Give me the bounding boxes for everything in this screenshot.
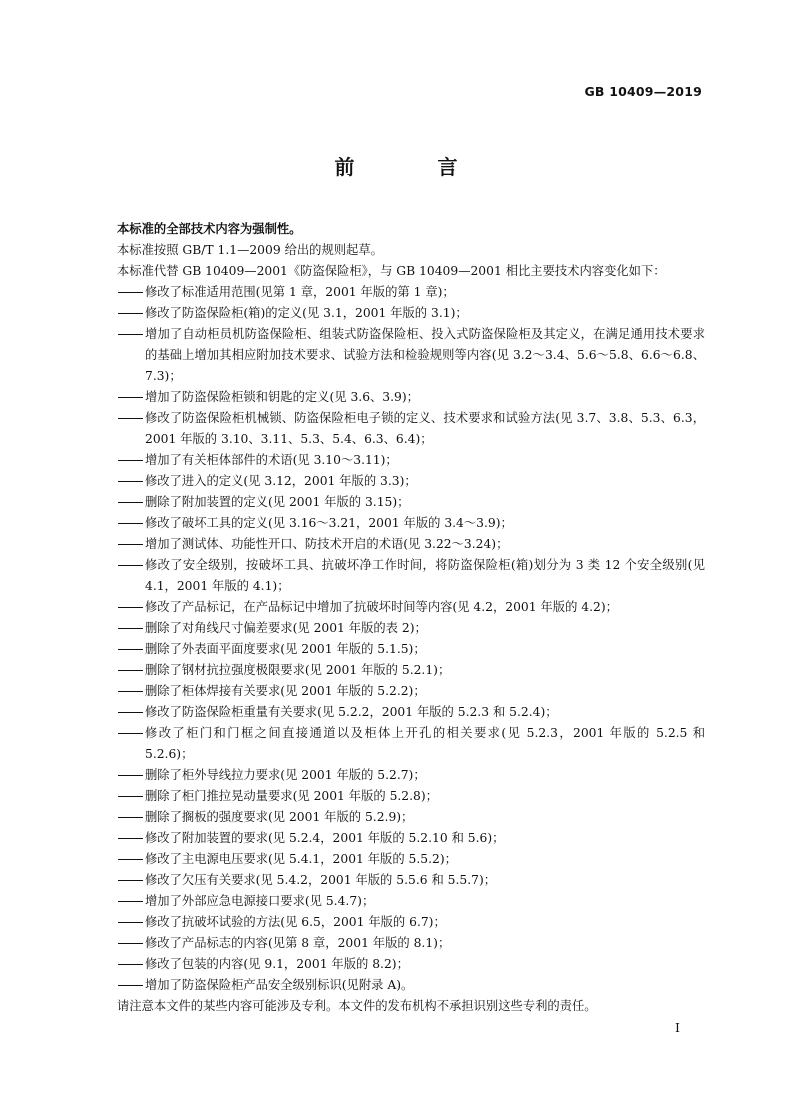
em-dash-marker (117, 765, 145, 786)
em-dash-marker (117, 681, 145, 702)
page-number: I (675, 1020, 680, 1035)
em-dash-marker (117, 849, 145, 870)
change-item-text: 修改了包装的内容(见 9.1，2001 年版的 8.2)； (145, 957, 409, 971)
em-dash-marker (117, 975, 145, 996)
em-dash-marker (117, 324, 145, 345)
change-item-text: 删除了柜体焊接有关要求(见 2001 年版的 5.2.2)； (145, 684, 426, 698)
change-item-text: 修改了安全级别，按破坏工具、抗破坏净工作时间，将防盗保险柜(箱)划分为 3 类 12 个安全级别(见 4.1，2001 年版的 4.1)； (145, 558, 705, 593)
change-item-text: 删除了柜门推拉晃动量要求(见 2001 年版的 5.2.8)； (145, 789, 438, 803)
change-item (117, 702, 705, 723)
change-item-text: 修改了进入的定义(见 3.12，2001 年版的 3.3)； (145, 474, 417, 488)
change-item (117, 660, 705, 681)
change-item-text: 修改了防盗保险柜重量有关要求(见 5.2.2，2001 年版的 5.2.3 和 5.2.4)； (145, 705, 558, 719)
change-item-text: 修改了柜门和门框之间直接通道以及柜体上开孔的相关要求(见 5.2.3，2001 年版的 5.2.5 和 5.2.6)； (145, 726, 705, 761)
change-item (117, 849, 705, 870)
change-item (117, 891, 705, 912)
em-dash-marker (117, 492, 145, 513)
change-item-text: 修改了抗破坏试验的方法(见 6.5，2001 年版的 6.7)； (145, 915, 446, 929)
change-item-text: 增加了有关柜体部件的术语(见 3.10～3.11)； (145, 453, 398, 467)
em-dash-marker (117, 891, 145, 912)
em-dash-marker (117, 933, 145, 954)
change-item (117, 765, 705, 786)
em-dash-marker (117, 555, 145, 576)
change-item-text: 删除了搁板的强度要求(见 2001 年版的 5.2.9)； (145, 810, 414, 824)
change-item (117, 723, 705, 765)
change-item (117, 513, 705, 534)
em-dash-marker (117, 639, 145, 660)
change-item-text: 修改了防盗保险柜(箱)的定义(见 3.1，2001 年版的 3.1)； (145, 306, 468, 320)
change-item-text: 删除了钢材抗拉强度极限要求(见 2001 年版的 5.2.1)； (145, 663, 451, 677)
change-item (117, 828, 705, 849)
change-item-text: 修改了标准适用范围(见第 1 章，2001 年版的第 1 章)； (145, 285, 455, 299)
change-item-text: 修改了附加装置的要求(见 5.2.4，2001 年版的 5.2.10 和 5.6)； (145, 831, 505, 845)
em-dash-marker (117, 597, 145, 618)
change-item-text: 修改了产品标志的内容(见第 8 章，2001 年版的 8.1)； (145, 936, 451, 950)
em-dash-marker (117, 450, 145, 471)
change-item (117, 618, 705, 639)
change-item (117, 492, 705, 513)
change-item (117, 303, 705, 324)
em-dash-marker (117, 513, 145, 534)
mandatory-statement: 本标准的全部技术内容为强制性。 (117, 222, 302, 236)
em-dash-marker (117, 303, 145, 324)
change-item-text: 增加了自动柜员机防盗保险柜、组装式防盗保险柜、投入式防盗保险柜及其定义，在满足通用技术要求的基础上增加其相应附加技术要求、试验方法和检验规则等内容(见 3.2～3.4、5.6～5.8、6.6～6.8、7.3)； (145, 327, 705, 383)
change-item (117, 786, 705, 807)
change-item-text: 修改了欠压有关要求(见 5.4.2，2001 年版的 5.5.6 和 5.5.7)； (145, 873, 497, 887)
change-item (117, 912, 705, 933)
change-item-text: 修改了防盗保险柜机械锁、防盗保险柜电子锁的定义、技术要求和试验方法(见 3.7、3.8、5.3、6.3，2001 年版的 3.10、3.11、5.3、5.4、6.3、6.4)； (145, 411, 705, 446)
em-dash-marker (117, 534, 145, 555)
change-item (117, 387, 705, 408)
em-dash-marker (117, 660, 145, 681)
change-item-text: 删除了外表面平面度要求(见 2001 年版的 5.1.5)； (145, 642, 426, 656)
change-item (117, 597, 705, 618)
change-item-text: 删除了对角线尺寸偏差要求(见 2001 年版的表 2)； (145, 621, 427, 635)
em-dash-marker (117, 807, 145, 828)
patent-notice: 请注意本文件的某些内容可能涉及专利。本文件的发布机构不承担识别这些专利的责任。 (117, 999, 597, 1013)
page-title: 前 言 (334, 155, 496, 179)
foreword-body (117, 219, 705, 1017)
em-dash-marker (117, 702, 145, 723)
change-item (117, 870, 705, 891)
drafting-rule-statement: 本标准按照 GB/T 1.1—2009 给出的规则起草。 (117, 243, 383, 257)
change-item (117, 807, 705, 828)
change-item (117, 555, 705, 597)
change-item (117, 975, 705, 996)
change-item-text: 增加了外部应急电源接口要求(见 5.4.7)； (145, 894, 375, 908)
em-dash-marker (117, 408, 145, 429)
replacement-statement: 本标准代替 GB 10409—2001《防盗保险柜》，与 GB 10409—2001 相比主要技术内容变化如下： (117, 264, 666, 278)
em-dash-marker (117, 618, 145, 639)
change-item (117, 408, 705, 450)
change-item-text: 删除了附加装置的定义(见 2001 年版的 3.15)； (145, 495, 410, 509)
changes-list (117, 282, 705, 996)
standard-code: GB 10409—2019 (584, 84, 702, 99)
change-item-text: 修改了主电源电压要求(见 5.4.1，2001 年版的 5.5.2)； (145, 852, 457, 866)
em-dash-marker (117, 471, 145, 492)
change-item-text: 修改了产品标记，在产品标记中增加了抗破坏时间等内容(见 4.2，2001 年版的 4.2)； (145, 600, 618, 614)
change-item (117, 534, 705, 555)
change-item-text: 增加了测试体、功能性开口、防技术开启的术语(见 3.22～3.24)； (145, 537, 509, 551)
change-item (117, 324, 705, 387)
change-item (117, 450, 705, 471)
em-dash-marker (117, 282, 145, 303)
change-item (117, 954, 705, 975)
change-item-text: 增加了防盗保险柜锁和钥匙的定义(见 3.6、3.9)； (145, 390, 419, 404)
em-dash-marker (117, 912, 145, 933)
change-item-text: 删除了柜外导线拉力要求(见 2001 年版的 5.2.7)； (145, 768, 426, 782)
change-item-text: 增加了防盗保险柜产品安全级别标识(见附录 A)。 (145, 978, 414, 992)
change-item-text: 修改了破坏工具的定义(见 3.16～3.21，2001 年版的 3.4～3.9)； (145, 516, 513, 530)
em-dash-marker (117, 387, 145, 408)
em-dash-marker (117, 870, 145, 891)
em-dash-marker (117, 723, 145, 744)
change-item (117, 639, 705, 660)
em-dash-marker (117, 786, 145, 807)
change-item (117, 681, 705, 702)
change-item (117, 282, 705, 303)
change-item (117, 471, 705, 492)
em-dash-marker (117, 828, 145, 849)
em-dash-marker (117, 954, 145, 975)
change-item (117, 933, 705, 954)
